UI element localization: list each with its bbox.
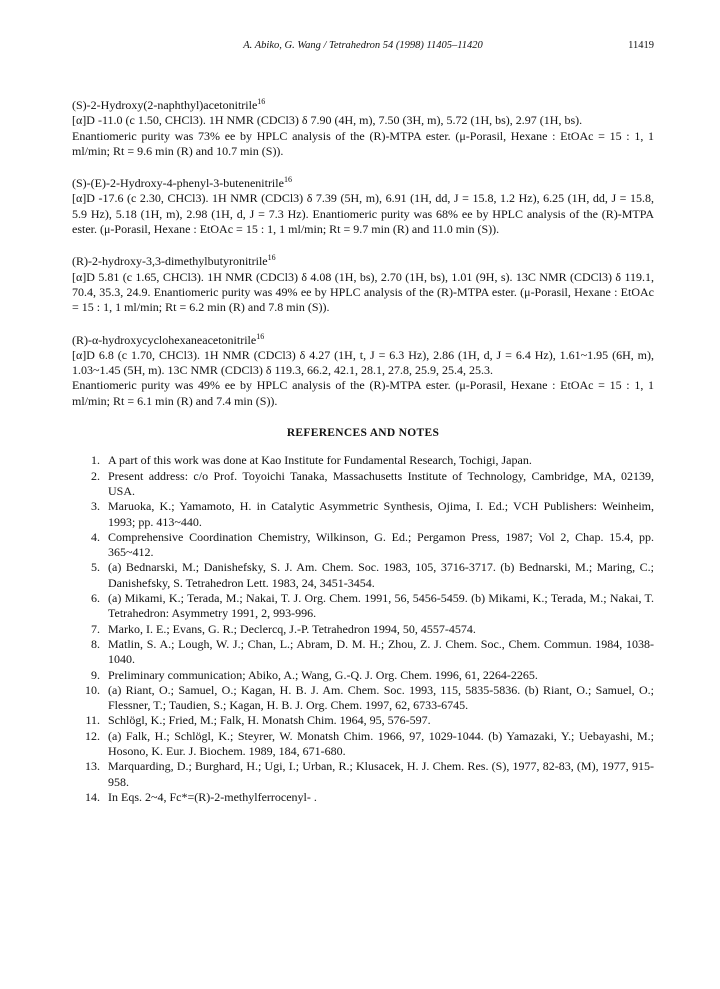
compound-name: (R)-2-hydroxy-3,3-dimethylbutyronitrile$^{16}$ bbox=[72, 253, 276, 269]
reference-number: 6. bbox=[91, 591, 100, 606]
compound-name: (S)-2-Hydroxy(2-naphthyl)acetonitrile$^{16}$ bbox=[72, 97, 266, 112]
reference-number: 9. bbox=[91, 667, 100, 682]
reference-item bbox=[72, 622, 654, 637]
reference-item bbox=[72, 530, 654, 561]
compound-data: [α]D 5.81 (c 1.65, CHCl3). 1H NMR (CDCl3) δ 4.08 (1H, bs), 2.70 (1H, bs), 1.01 (9H, s). 13C NMR (CDCl3) δ 119.1, 70.4, 35.3, 24.9. Enantiomeric purity was 49% ee by HPLC analysis of the (R)-MTPA ester. (μ-Porasil, Hexane : EtOAc = 15 : 1, 1 ml/min; Rt = 6.2 min (R) and 7.8 min (S)). bbox=[72, 269, 655, 315]
reference-text: Comprehensive Coordination Chemistry, Wilkinson, G. Ed.; Pergamon Press, 1987; Vol 2, Chap. 15.4, pp. 365~412. bbox=[108, 529, 654, 560]
reference-item bbox=[72, 469, 654, 500]
reference-number: 2. bbox=[91, 468, 100, 483]
compound-entry bbox=[72, 254, 654, 315]
reference-number: 5. bbox=[91, 560, 100, 575]
reference-number: 3. bbox=[91, 499, 100, 514]
compound-name: (S)-(E)-2-Hydroxy-4-phenyl-3-butenenitrile$^{16}$ bbox=[72, 175, 292, 191]
reference-item bbox=[72, 560, 654, 591]
compound-entry bbox=[72, 176, 654, 237]
reference-item bbox=[72, 683, 654, 714]
reference-marker: 16 bbox=[257, 97, 266, 106]
reference-item bbox=[72, 637, 654, 668]
reference-item bbox=[72, 759, 654, 790]
reference-number: 11. bbox=[85, 713, 100, 728]
reference-marker: 16 bbox=[256, 331, 265, 341]
reference-marker: 16 bbox=[283, 175, 292, 185]
page-body bbox=[72, 98, 654, 805]
reference-number: 8. bbox=[91, 636, 100, 651]
compound-name: (R)-α-hydroxycyclohexaneacetonitrile$^{16}$ bbox=[72, 331, 265, 347]
reference-item bbox=[72, 713, 654, 728]
compound-data: [α]D -11.0 (c 1.50, CHCl3). 1H NMR (CDCl3) δ 7.90 (4H, m), 7.50 (3H, m), 5.72 (1H, bs), 2.97 (1H, bs). bbox=[72, 113, 583, 128]
reference-text: A part of this work was done at Kao Institute for Fundamental Research, Tochigi, Japan. bbox=[108, 453, 532, 468]
reference-item bbox=[72, 729, 654, 760]
reference-text: Marquarding, D.; Burghard, H.; Ugi, I.; Urban, R.; Klusacek, H. J. Chem. Res. (S), 1977, 82-83, (M), 1977, 915-958. bbox=[108, 759, 654, 789]
reference-number: 14. bbox=[85, 789, 100, 804]
reference-item bbox=[72, 499, 654, 530]
reference-text: Preliminary communication; Abiko, A.; Wang, G.-Q. J. Org. Chem. 1996, 61, 2264-2265. bbox=[108, 667, 538, 682]
reference-text: (a) Bednarski, M.; Danishefsky, S. J. Am. Chem. Soc. 1983, 105, 3716-3717. (b) Bednarski, M.; Maring, C.; Danishefsky, S. Tetrahedron Lett. 1983, 24, 3451-3454. bbox=[108, 560, 654, 590]
running-header bbox=[72, 40, 654, 56]
reference-item bbox=[72, 591, 654, 622]
page-number: 11419 bbox=[628, 40, 654, 51]
reference-item bbox=[72, 790, 654, 805]
compound-entry bbox=[72, 333, 654, 409]
reference-number: 10. bbox=[85, 682, 100, 697]
running-title: A. Abiko, G. Wang / Tetrahedron 54 (1998) 11405–11420 bbox=[243, 40, 483, 51]
reference-number: 7. bbox=[91, 621, 100, 636]
reference-text: (a) Mikami, K.; Terada, M.; Nakai, T. J. Org. Chem. 1991, 56, 5456-5459. (b) Mikami, K.; Terada, M.; Nakai, T. Tetrahedron: Asymmetry 1991, 2, 993-996. bbox=[108, 591, 654, 621]
reference-text: Matlin, S. A.; Lough, W. J.; Chan, L.; Abram, D. M. H.; Zhou, Z. J. Chem. Soc., Chem. Commun. 1984, 1038-1040. bbox=[108, 636, 654, 667]
compound-purity: Enantiomeric purity was 73% ee by HPLC analysis of the (R)-MTPA ester. (μ-Porasil, Hexane : EtOAc = 15 : 1, 1 ml/min; Rt = 9.6 min (R) and 10.7 min (S)). bbox=[72, 128, 654, 158]
compound-entry bbox=[72, 98, 654, 159]
reference-text: In Eqs. 2~4, Fc*=(R)-2-methylferrocenyl- . bbox=[108, 789, 317, 804]
reference-number: 1. bbox=[91, 453, 100, 468]
reference-item bbox=[72, 668, 654, 683]
reference-item bbox=[72, 453, 654, 468]
reference-text: (a) Riant, O.; Samuel, O.; Kagan, H. B. J. Am. Chem. Soc. 1993, 115, 5835-5836. (b) Riant, O.; Samuel, O.; Flessner, T.; Taudien, S.; Kagan, H. B. J. Org. Chem. 1997, 62, 6733-6745. bbox=[108, 682, 654, 713]
reference-text: Present address: c/o Prof. Toyoichi Tanaka, Massachusetts Institute of Technology, Cambridge, MA, 02139, USA. bbox=[108, 468, 654, 498]
reference-number: 4. bbox=[91, 529, 100, 544]
reference-text: (a) Falk, H.; Schlögl, K.; Steyrer, W. Monatsh Chim. 1966, 97, 1029-1044. (b) Yamazaki, Y.; Uebayashi, M.; Hosono, K. Eur. J. Biochem. 1989, 184, 671-680. bbox=[108, 728, 654, 758]
reference-text: Maruoka, K.; Yamamoto, H. in Catalytic Asymmetric Synthesis, Ojima, I. Ed.; VCH Publishers: Weinheim, 1993; pp. 413~440. bbox=[108, 499, 654, 529]
compound-data: [α]D -17.6 (c 2.30, CHCl3). 1H NMR (CDCl3) δ 7.39 (5H, m), 6.91 (1H, dd, J = 15.8, 1.2 Hz), 6.25 (1H, dd, J = 15.8, 5.9 Hz), 5.18 (1H, m), 2.98 (1H, d, J = 7.3 Hz). Enantiomeric purity was 68% ee by HPLC analysis of the (R)-MTPA ester. (μ-Porasil, Hexane : EtOAc = 15 : 1, 1 ml/min; Rt = 9.7 min (R) and 11.0 min (S)). bbox=[72, 191, 654, 237]
compound-purity: Enantiomeric purity was 49% ee by HPLC analysis of the (R)-MTPA ester. (μ-Porasil, Hexane : EtOAc = 15 : 1, 1 ml/min; Rt = 6.1 min (R) and 7.4 min (S)). bbox=[72, 378, 654, 408]
reference-text: Marko, I. E.; Evans, G. R.; Declercq, J.-P. Tetrahedron 1994, 50, 4557-4574. bbox=[108, 621, 476, 636]
reference-number: 13. bbox=[85, 759, 100, 774]
reference-marker: 16 bbox=[267, 253, 276, 263]
references-list bbox=[72, 453, 654, 805]
references-heading: REFERENCES AND NOTES bbox=[286, 427, 440, 440]
reference-text: Schlögl, K.; Fried, M.; Falk, H. Monatsh Chim. 1964, 95, 576-597. bbox=[108, 713, 431, 728]
compound-data: [α]D 6.8 (c 1.70, CHCl3). 1H NMR (CDCl3) δ 4.27 (1H, t, J = 6.3 Hz), 2.86 (1H, d, J = 6.4 Hz), 1.61~1.95 (6H, m), 1.03~1.45 (5H, m). 13C NMR (CDCl3) δ 119.3, 66.2, 42.1, 28.1, 27.8, 25.9, 25.4, 25.3. bbox=[72, 347, 654, 378]
reference-number: 12. bbox=[85, 728, 100, 743]
